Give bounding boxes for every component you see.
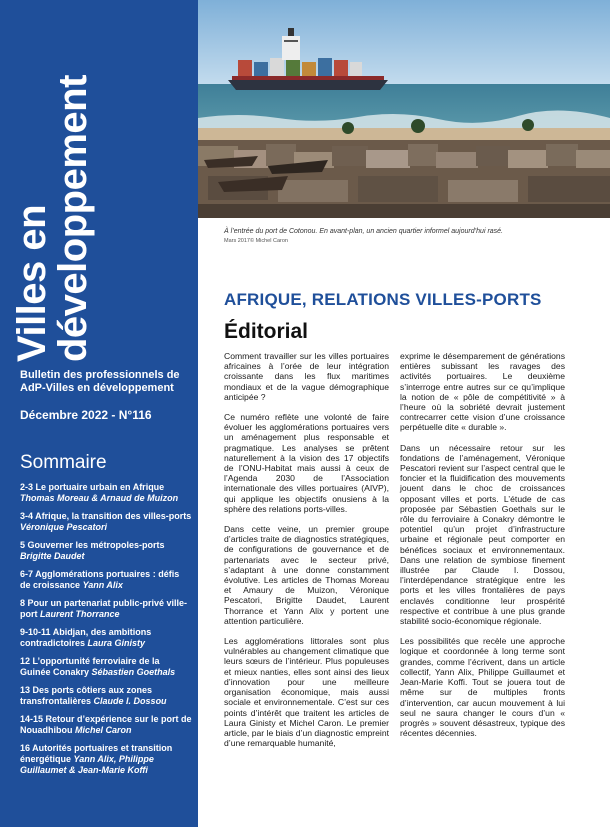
paragraph: Ce numéro reflète une volonté de faire évoluer les agglomérations portuaires vers un aménagement plus responsable et pragmatique. Les analyses se prêtent naturellement à la vision des 17 objectifs de l’ONU-Habitat mais aussi à ceux de l’Agenda 2030 de l’Association internationale des villes portuaires (AIVP), qui applique les objectifs onusiens à la sphère des relations ports-villes.: [224, 412, 389, 514]
port-photo: [198, 0, 610, 218]
paragraph: Les possibilités que recèle une approche logique et coordonnée à long terme sont grandes, comme l’écrivent, dans un article collectif, Yann Alix, Philippe Guillaumet et Jean-Marie Koffi. Tout se jouera tout de même sur de multiples fronts d’intervention, car aucun mouvement à lui seul ne saura changer le cours d’un « progrès » souvent désastreux, typique des récentes décennies.: [400, 636, 565, 739]
toc-item-title: 13 Des ports côtiers aux zones transfrontalières: [20, 685, 153, 706]
toc-item-title: 3-4 Afrique, la transition des villes-ports: [20, 511, 192, 521]
sidebar: [0, 0, 198, 827]
paragraph: exprime le désemparement de générations entières subissant les ravages des activités portuaires. Le deuxième s’interroge entre autres sur ce qu’implique la notion de « pôle de compétitivité » à l’heure où la sobriété devrait justement contrecarrer cette vision d’une croissance perpétuelle dite « durable ».: [400, 351, 565, 433]
toc-item-title: 12 L’opportunité ferroviaire de la Guinée Conakry: [20, 656, 160, 677]
paragraph: Dans un nécessaire retour sur les fondations de l’aménagement, Véronique Pescatori revient sur l’aspect central que le foncier et la fluidification des mouvements jouent dans le choc de croissances opposant villes et ports. L’étude de cas proposée par Sébastien Goethals sur le rôle du ferroviaire à Conakry démontre le potentiel qu’un projet d’infrastructure urbaine et régionale peut comporter en bénéfices sociaux et environnementaux. Dans une relation de symbiose finement illustrée par Claude I. Dossou, l’interdépendance stratégique entre les ports et les villes frontalières de pays enclavés conditionne leur prospérité respective et contribue à une plus grande stabilité socio-économique régionale.: [400, 442, 565, 627]
toc-item[interactable]: [20, 714, 192, 736]
port-photo-illustration: [198, 0, 610, 218]
toc-item-authors: Laurent Thorrance: [40, 609, 120, 619]
toc-item-title: 6-7 Agglomérations portuaires : défis de croissance: [20, 569, 180, 590]
toc-item[interactable]: [20, 511, 192, 533]
photo-caption: À l’entrée du port de Cotonou. En avant-plan, un ancien quartier informel aujourd’hui rasé.: [224, 228, 504, 235]
toc-item[interactable]: [20, 598, 192, 620]
toc-item-authors: Brigitte Daudet: [20, 551, 85, 561]
article-column-left: [224, 351, 389, 758]
toc-item-authors: Michel Caron: [75, 725, 132, 735]
paragraph: Les agglomérations littorales sont plus vulnérables au changement climatique que leurs sœurs de l’intérieur. Plus populeuses et mieux nanties, elles sont ainsi des lieux d’innovation pour une meilleure organisation économique, mais aussi sociale et environnementale. C’est sur ces points d’intérêt que traitent les articles de Laura Ginisty et Michel Caron. Le premier article, par le biais d’un diagnostic empreint d’une remarquable humanité,: [224, 636, 389, 749]
issue-date: Décembre 2022 - N°116: [20, 408, 152, 422]
toc-item-authors: Yann Alix, Philippe Guillaumet & Jean-Marie Koffi: [20, 754, 154, 775]
toc-item-authors: Yann Alix: [82, 580, 123, 590]
paragraph: Dans cette veine, un premier groupe d’articles traite de diagnostics stratégiques, de configurations de gouvernance et de partenariats avec le secteur privé, s’adaptant à une donne constamment évolutive. Les articles de Thomas Moreau et Amaury de Muizon, Véronique Pescatori, Brigitte Daudet, Laurent Thorrance et Yann Alix y portent une attention particulière.: [224, 524, 389, 626]
toc-item[interactable]: [20, 627, 192, 649]
masthead-line-1: Villes en: [10, 204, 54, 362]
toc-item-title: 9-10-11 Abidjan, des ambitions contradictoires: [20, 627, 152, 648]
toc-item-title: 14-15 Retour d’expérience sur le port de Nouadhibou: [20, 714, 192, 735]
table-of-contents: [20, 482, 192, 783]
toc-item[interactable]: [20, 482, 192, 504]
toc-item-authors: Laura Ginisty: [87, 638, 146, 648]
paragraph: Comment travailler sur les villes portuaires africaines à l’orée de leur intégration croissante dans les flux maritimes mondiaux et de la vague démographique anticipée ?: [224, 351, 389, 402]
bulletin-subtitle: Bulletin des professionnels de AdP-Villes en développement: [20, 369, 180, 394]
masthead-line-2: développement: [51, 75, 95, 362]
toc-item-authors: Claude I. Dossou: [93, 696, 167, 706]
toc-item-title: 16 Autorités portuaires et transition énergétique: [20, 743, 173, 764]
toc-item[interactable]: [20, 656, 192, 678]
section-title: Éditorial: [224, 320, 309, 343]
toc-item-authors: Véronique Pescatori: [20, 522, 108, 532]
article-column-right: [400, 351, 565, 748]
toc-item[interactable]: [20, 685, 192, 707]
toc-item-title: 8 Pour un partenariat public-privé ville-port: [20, 598, 188, 619]
toc-item[interactable]: [20, 540, 192, 562]
masthead: [12, 12, 102, 362]
toc-item-authors: Sébastien Goethals: [91, 667, 176, 677]
toc-item-authors: Thomas Moreau & Arnaud de Muizon: [20, 493, 179, 503]
toc-item[interactable]: [20, 569, 192, 591]
page-heading: AFRIQUE, RELATIONS VILLES-PORTS: [224, 290, 542, 309]
toc-item-title: 2-3 Le portuaire urbain en Afrique: [20, 482, 165, 492]
photo-credit: Mars 2017© Michel Caron: [224, 238, 288, 244]
toc-item-title: 5 Gouverner les métropoles-ports: [20, 540, 165, 550]
sommaire-title: Sommaire: [20, 452, 107, 473]
masthead-title: [12, 12, 102, 362]
toc-item[interactable]: [20, 743, 192, 776]
